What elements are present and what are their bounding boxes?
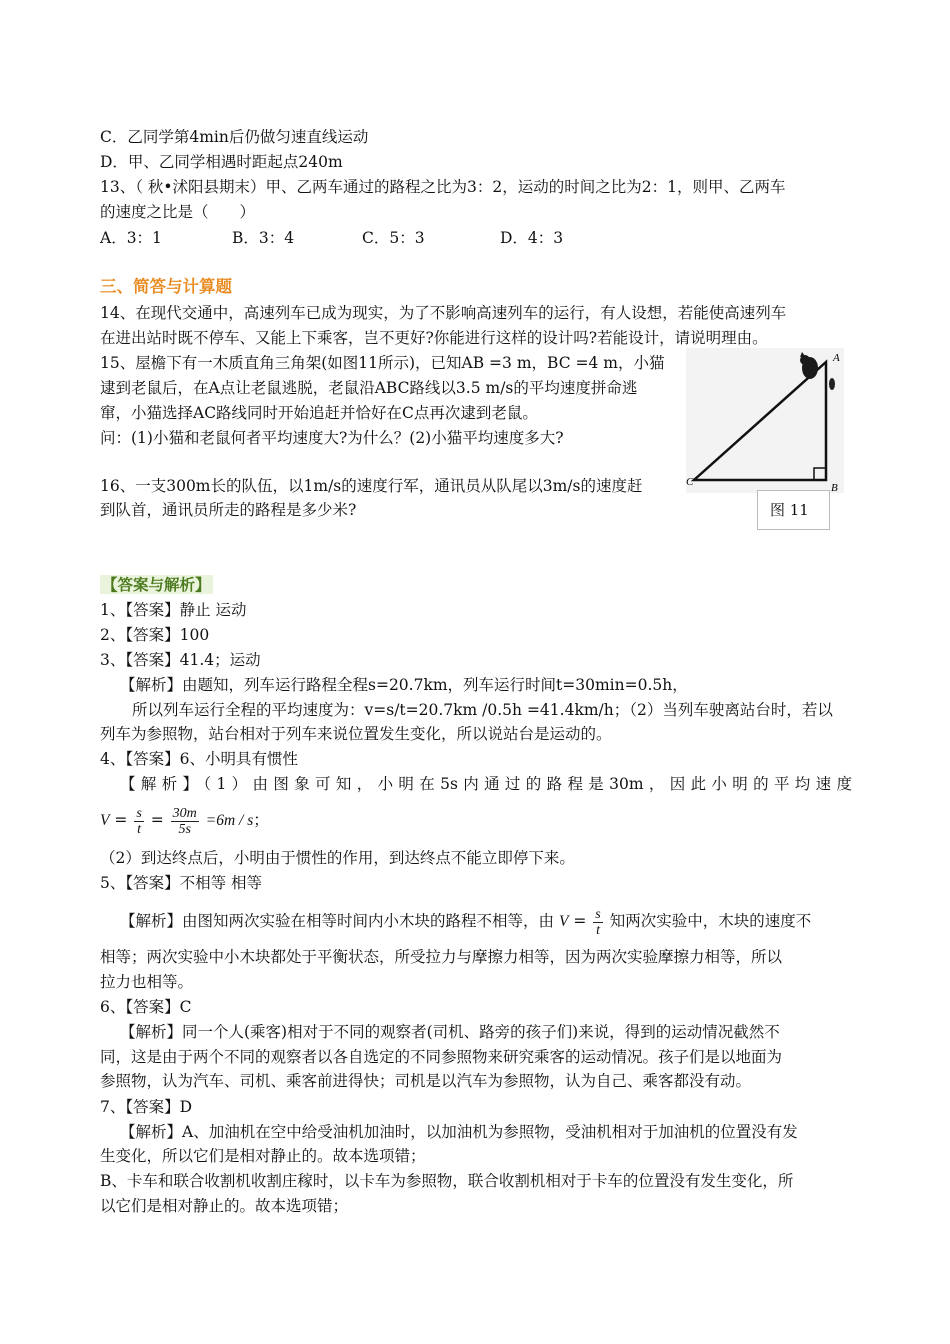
- figure-label-a: A: [833, 352, 840, 364]
- figure-label-b: B: [831, 482, 838, 493]
- formula-fraction-values-num: 30m: [172, 805, 197, 821]
- answer-6-analysis-2: 同，这是由于两个不同的观察者以各自选定的不同参照物来研究乘客的运动情况。孩子们是以地面为: [100, 1048, 783, 1066]
- answer-2: 2、【答案】100: [100, 626, 210, 644]
- answer-5: 5、【答案】不相等 相等: [100, 874, 263, 892]
- answer-6-analysis-1: 【解析】同一个人(乘客)相对于不同的观察者(司机、路旁的孩子们)来说，得到的运动情况截然不: [120, 1023, 780, 1041]
- formula-fraction-s-t-2-num: s: [595, 906, 601, 922]
- formula-fraction-s-t-num: s: [136, 805, 142, 821]
- answers-title-text: 【答案与解析】: [102, 575, 211, 594]
- q14-line1: 14、在现代交通中，高速列车已成为现实，为了不影响高速列车的运行，有人设想，若能使高速列车: [100, 304, 787, 322]
- answer-5-analysis-1: [120, 903, 852, 939]
- answer-1: 1、【答案】静止 运动: [100, 601, 247, 619]
- answer-3-analysis-2: 所以列车运行全程的平均速度为：v=s/t=20.7km /0.5h =41.4km/h；（2）当列车驶离站台时，若以: [132, 701, 833, 719]
- formula-eq-1: =: [114, 811, 128, 829]
- formula-v: V: [100, 812, 110, 829]
- q13-option-b: B．3：4: [232, 229, 295, 247]
- answer-3: 3、【答案】41.4；运动: [100, 651, 261, 669]
- triangle-frame-figure: [686, 348, 844, 493]
- answer-6-analysis-3: 参照物，认为汽车、司机、乘客前进得快；司机是以汽车为参照物，认为自己、乘客都没有动。: [100, 1072, 752, 1090]
- formula-end: ；: [253, 811, 269, 829]
- answer-6: 6、【答案】C: [100, 998, 192, 1016]
- q16-line2: 到队首，通讯员所走的路程是多少米?: [100, 501, 357, 519]
- q15-line4: 问：(1)小猫和老鼠何者平均速度大?为什么？(2)小猫平均速度多大?: [100, 429, 564, 447]
- q13-line2: 的速度之比是（ ）: [100, 203, 256, 221]
- answer-7-analysis-2: 生变化，所以它们是相对静止的。故本选项错；: [100, 1147, 426, 1165]
- answer-7-analysis-4: 以它们是相对静止的。故本选项错；: [100, 1197, 349, 1215]
- answer-4-analysis-1: 【解析】（1）由图象可知，小明在5s内通过的路程是30m，因此小明的平均速度: [120, 775, 852, 793]
- q16-line1: 16、一支300m长的队伍，以1m/s的速度行军，通讯员从队尾以3m/s的速度赶: [100, 477, 643, 495]
- formula-fraction-values-den: 5s: [178, 821, 191, 837]
- q12-option-d: D．甲、乙同学相遇时距起点240m: [100, 153, 343, 171]
- q12-option-c: C．乙同学第4min后仍做匀速直线运动: [100, 128, 369, 146]
- answer-5-analysis-2: 相等；两次实验中小木块都处于平衡状态，所受拉力与摩擦力相等，因为两次实验摩擦力相等，所以: [100, 948, 783, 966]
- answer-4-analysis-2: （2）到达终点后，小明由于惯性的作用，到达终点不能立即停下来。: [100, 849, 575, 867]
- q13-options: [100, 226, 852, 251]
- q13-option-a: A．3：1: [100, 229, 162, 247]
- answers-title: [100, 573, 852, 598]
- q15-line3: 窜，小猫选择AC路线同时开始追赶并恰好在C点再次逮到老鼠。: [100, 404, 538, 422]
- answer-4-formula: [100, 798, 852, 842]
- answer-3-analysis-1: 【解析】由题知，列车运行路程全程s=20.7km，列车运行时间t=30min=0.5h，: [120, 676, 688, 694]
- answer-4: 4、【答案】6、小明具有惯性: [100, 750, 298, 768]
- q13-option-d: D．4：3: [500, 229, 564, 247]
- mouse-icon: [829, 378, 835, 390]
- answer-7-analysis-3: B、卡车和联合收割机收割庄稼时，以卡车为参照物，联合收割机相对于卡车的位置没有发生变化，所: [100, 1172, 794, 1190]
- figure-caption: 图 11: [757, 490, 830, 530]
- q13-option-c: C．5：3: [362, 229, 425, 247]
- answer-5-analysis-3: 拉力也相等。: [100, 973, 194, 991]
- q13-line1: 13、（ 秋•沭阳县期末）甲、乙两车通过的路程之比为3：2，运动的时间之比为2：1，则甲、乙两车: [100, 178, 786, 196]
- q14-line2: 在进出站时既不停车、又能上下乘客，岂不更好?你能进行这样的设计吗?若能设计，请说明理由。: [100, 329, 768, 347]
- formula-fraction-s-t: [134, 806, 143, 837]
- answer-7-analysis-1: 【解析】A、加油机在空中给受油机加油时，以加油机为参照物，受油机相对于加油机的位置没有发: [120, 1123, 798, 1141]
- section-title-short-answer: 三、简答与计算题: [100, 277, 232, 296]
- formula-eq-2: =: [150, 811, 164, 829]
- formula-result: =6m / s: [205, 812, 254, 829]
- answer-5-analysis-1-pre: 【解析】由图知两次实验在相等时间内小木块的路程不相等，由: [120, 912, 555, 930]
- formula-fraction-values: [171, 806, 199, 837]
- q15-line1: 15、屋檐下有一木质直角三角架(如图11所示)，已知AB =3 m，BC =4 m，小猫: [100, 354, 665, 372]
- q15-line2: 逮到老鼠后，在A点让老鼠逃脱，老鼠沿ABC路线以3.5 m/s的平均速度拼命逃: [100, 379, 638, 397]
- formula-eq-3: =: [573, 912, 587, 930]
- answer-3-analysis-3: 列车为参照物，站台相对于列车来说位置发生变化，所以说站台是运动的。: [100, 725, 612, 743]
- formula-fraction-s-t-2: [593, 907, 602, 938]
- figure-label-c: C: [686, 476, 694, 488]
- formula-fraction-s-t-den: t: [137, 821, 142, 837]
- answer-5-analysis-1-post: 知两次实验中，木块的速度不: [609, 912, 812, 930]
- formula-fraction-s-t-2-den: t: [596, 922, 600, 938]
- answer-7: 7、【答案】D: [100, 1098, 193, 1116]
- formula-v-2: V: [558, 913, 569, 930]
- figure-background: [686, 348, 844, 493]
